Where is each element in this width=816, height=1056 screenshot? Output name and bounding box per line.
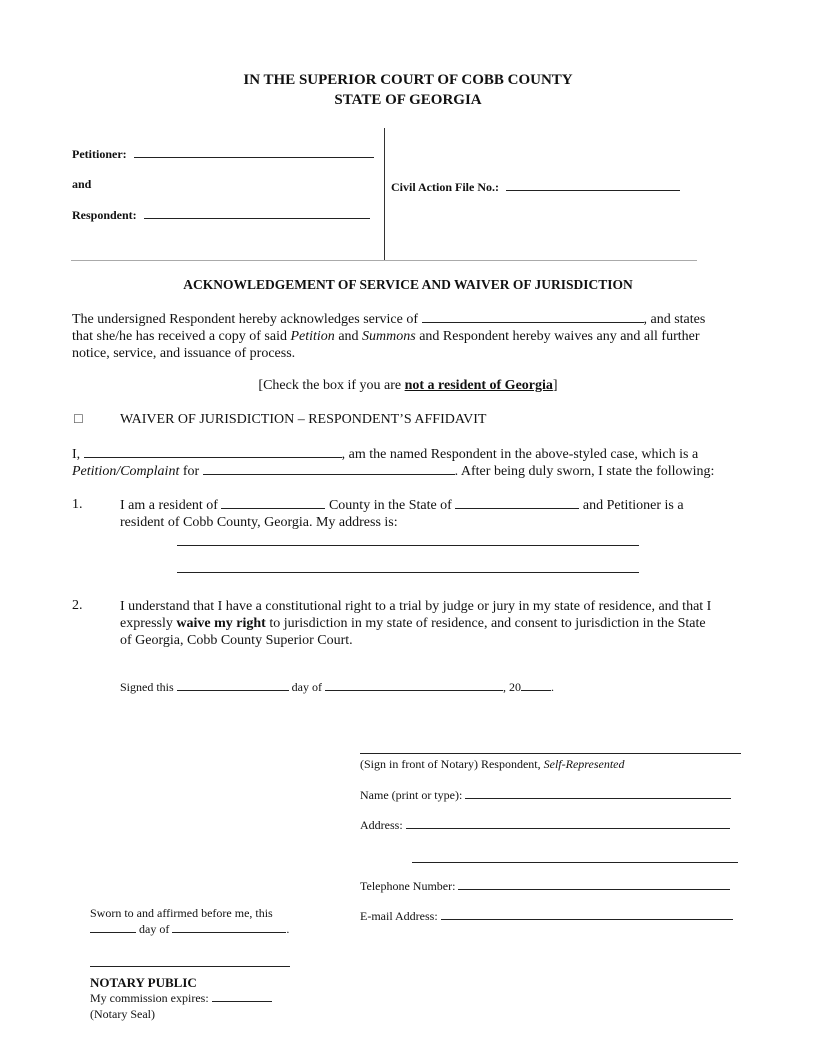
- email-field: [360, 909, 733, 924]
- self-represented-text: Self-Represented: [543, 757, 625, 771]
- notary-month-blank[interactable]: [172, 932, 286, 933]
- notary-text: .: [286, 922, 290, 936]
- petition-word: Petition: [290, 329, 335, 344]
- waiver-heading: WAIVER OF JURISDICTION – RESPONDENT’S AFFIDAVIT: [120, 412, 487, 427]
- signed-date-line: [120, 680, 554, 695]
- notary-sworn-text: Sworn to and affirmed before me, this: [90, 906, 273, 920]
- document-title: ACKNOWLEDGEMENT OF SERVICE AND WAIVER OF JURISDICTION: [183, 277, 633, 292]
- telephone-label: Telephone Number:: [360, 879, 456, 893]
- commission-blank[interactable]: [212, 1001, 272, 1002]
- signed-month-blank[interactable]: [325, 690, 503, 691]
- respondent-field: [72, 208, 370, 223]
- ack-text: notice, service, and issuance of process.: [72, 346, 296, 361]
- service-blank[interactable]: [422, 322, 644, 323]
- signature-caption: [360, 757, 625, 772]
- item1-part: County in the State of: [328, 498, 452, 513]
- check-note: [0, 378, 816, 394]
- address-blank-1[interactable]: [406, 828, 730, 829]
- check-note-text: [Check the box if you are: [258, 378, 402, 393]
- intro-text: . After being duly sworn, I state the following:: [454, 464, 715, 479]
- signature-caption-text: (Sign in front of Notary) Respondent,: [360, 757, 541, 771]
- item1-part: I am a resident of: [120, 498, 218, 513]
- signed-day-blank[interactable]: [177, 690, 289, 691]
- commission-field: [90, 991, 272, 1006]
- check-note-emphasis: not a resident of Georgia: [404, 378, 553, 393]
- nonresident-checkbox[interactable]: ☐: [73, 412, 84, 426]
- ack-text: and: [338, 329, 359, 344]
- address-blank-2[interactable]: [412, 862, 738, 863]
- signed-text: day of: [291, 680, 322, 694]
- intro-paragraph: [72, 446, 752, 480]
- ack-text: The undersigned Respondent hereby acknowledges service of: [72, 312, 418, 327]
- petitioner-field: [72, 147, 374, 162]
- item2-part: I understand that I have a constitutional right to a trial by judge or jury in my state of residence, and that I: [120, 599, 712, 614]
- check-note-text: ]: [552, 378, 558, 393]
- notary-seal-label: (Notary Seal): [90, 1007, 155, 1021]
- intro-text: for: [182, 464, 200, 479]
- telephone-field: [360, 879, 730, 894]
- address-line-1[interactable]: [177, 545, 639, 546]
- item1-part: resident of Cobb County, Georgia. My address is:: [120, 515, 398, 530]
- summons-word: Summons: [362, 329, 416, 344]
- respondent-name-blank[interactable]: [84, 457, 342, 458]
- signature-line[interactable]: [360, 753, 741, 754]
- item2-part: of Georgia, Cobb County Superior Court.: [120, 633, 353, 648]
- court-state: STATE OF GEORGIA: [334, 92, 482, 108]
- item2-text: [120, 598, 760, 649]
- signed-text: Signed this: [120, 680, 174, 694]
- item1-number: 1.: [72, 497, 83, 512]
- commission-label: My commission expires:: [90, 991, 209, 1005]
- ack-text: and Respondent hereby waives any and all further: [419, 329, 700, 344]
- email-label: E-mail Address:: [360, 909, 438, 923]
- petitioner-blank[interactable]: [134, 157, 374, 158]
- signed-year-blank[interactable]: [521, 690, 551, 691]
- notary-date-line: [90, 922, 289, 937]
- name-label: Name (print or type):: [360, 788, 463, 802]
- ack-text: that she/he has received a copy of said: [72, 329, 287, 344]
- state-blank[interactable]: [455, 508, 579, 509]
- item2-number: 2.: [72, 598, 83, 613]
- acknowledgement-paragraph: [72, 311, 752, 362]
- name-blank[interactable]: [465, 798, 731, 799]
- item1-text: [120, 497, 750, 531]
- signed-text: , 20: [503, 680, 521, 694]
- name-field: [360, 788, 731, 803]
- court-name: IN THE SUPERIOR COURT OF COBB COUNTY: [243, 72, 573, 88]
- county-blank[interactable]: [221, 508, 325, 509]
- item2-part: expressly: [120, 616, 173, 631]
- email-blank[interactable]: [441, 919, 733, 920]
- petition-for-blank[interactable]: [203, 474, 455, 475]
- address-field: [360, 818, 730, 833]
- address-label: Address:: [360, 818, 403, 832]
- ack-text: , and states: [643, 312, 706, 327]
- waive-right-emphasis: waive my right: [176, 616, 266, 631]
- address-line-2[interactable]: [177, 572, 639, 573]
- and-label: and: [72, 177, 92, 191]
- civil-action-field: [391, 180, 680, 195]
- respondent-label: Respondent:: [72, 208, 137, 222]
- signed-text: .: [551, 680, 554, 694]
- petition-complaint-word: Petition/Complaint: [72, 464, 180, 479]
- petitioner-label: Petitioner:: [72, 147, 127, 161]
- notary-day-blank[interactable]: [90, 932, 136, 933]
- item2-part: to jurisdiction in my state of residence, and consent to jurisdiction in the State: [269, 616, 706, 631]
- item1-part: and Petitioner is a: [582, 498, 684, 513]
- intro-text: I,: [72, 447, 81, 462]
- notary-signature-line[interactable]: [90, 966, 290, 967]
- respondent-blank[interactable]: [144, 218, 370, 219]
- caption-divider-vertical: [384, 128, 385, 260]
- civil-action-blank[interactable]: [506, 190, 680, 191]
- notary-public-title: NOTARY PUBLIC: [90, 975, 197, 990]
- telephone-blank[interactable]: [458, 889, 730, 890]
- civil-action-label: Civil Action File No.:: [391, 180, 499, 194]
- intro-text: , am the named Respondent in the above-styled case, which is a: [341, 447, 699, 462]
- notary-text: day of: [139, 922, 170, 936]
- caption-divider-horizontal: [71, 260, 697, 261]
